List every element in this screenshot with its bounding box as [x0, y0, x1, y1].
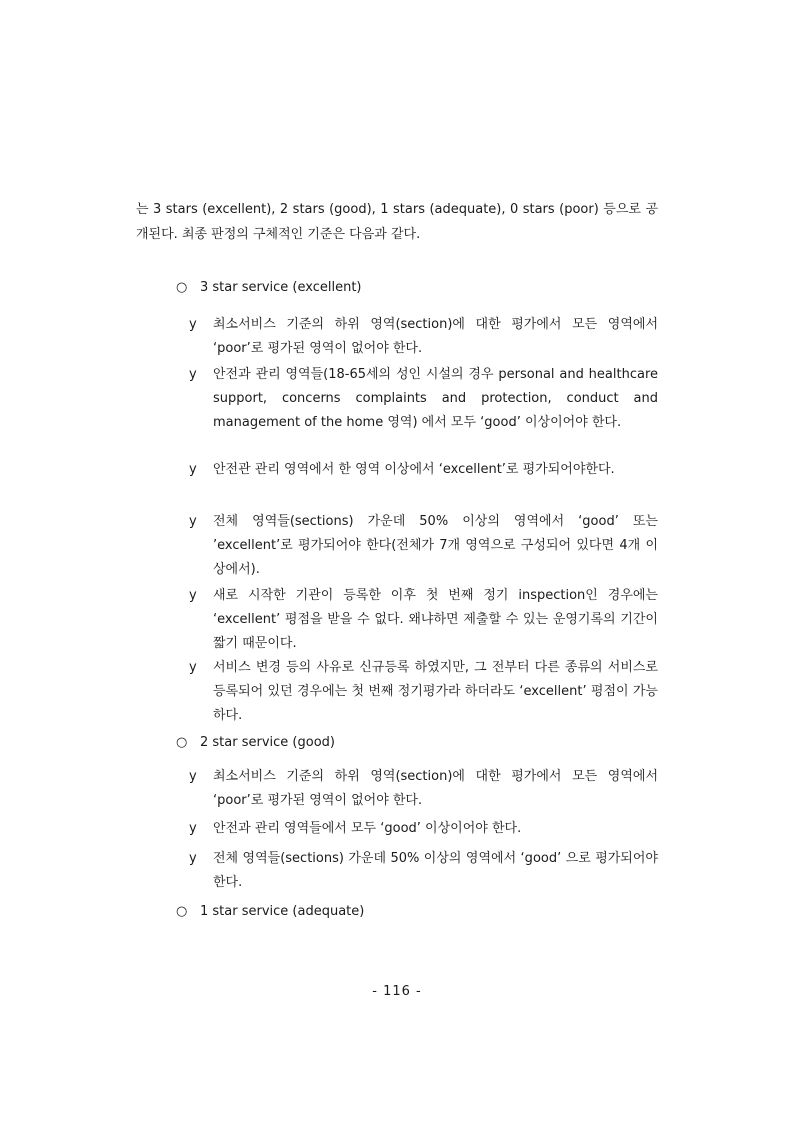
sub-bullet-icon: y [189, 514, 197, 529]
list-item-text: 최소서비스 기준의 하위 영역(section)에 대한 평가에서 모든 영역에서 ‘poor’로 평가된 영역이 없어야 한다. [213, 769, 658, 808]
circle-bullet-icon: ○ [176, 904, 188, 919]
sub-bullet-icon: y [189, 317, 197, 332]
section-heading-good [176, 733, 658, 753]
section-heading-excellent [176, 278, 658, 298]
list-item [189, 584, 658, 656]
list-item [189, 458, 658, 482]
list-item [189, 847, 658, 895]
sub-bullet-icon: y [189, 821, 197, 836]
sub-bullet-icon: y [189, 851, 197, 866]
list-item-text: 서비스 변경 등의 사유로 신규등록 하였지만, 그 전부터 다른 종류의 서비스로 등록되어 있던 경우에는 첫 번째 정기평가라 하더라도 ‘excellent’ 평점이 가능하다. [213, 660, 658, 723]
section-title: 2 star service (good) [200, 735, 335, 750]
sub-bullet-icon: y [189, 462, 197, 477]
circle-bullet-icon: ○ [176, 280, 188, 295]
section-heading-adequate [176, 902, 658, 922]
list-item-text: 최소서비스 기준의 하위 영역(section)에 대한 평가에서 모든 영역에서 ‘poor’로 평가된 영역이 없어야 한다. [213, 317, 658, 356]
sub-bullet-icon: y [189, 367, 197, 382]
sub-bullet-icon: y [189, 660, 197, 675]
list-item [189, 363, 658, 435]
list-item [189, 817, 658, 841]
list-item-text: 전체 영역들(sections) 가운데 50% 이상의 영역에서 ‘good’ 또는 ’excellent’로 평가되어야 한다(전체가 7개 영역으로 구성되어 있다면 4개 이상에서). [213, 514, 658, 577]
sub-bullet-icon: y [189, 769, 197, 784]
section-title: 3 star service (excellent) [200, 280, 362, 295]
page-number: - 116 - [372, 984, 422, 999]
list-item [189, 765, 658, 813]
section-title: 1 star service (adequate) [200, 904, 365, 919]
list-item [189, 313, 658, 361]
circle-bullet-icon: ○ [176, 735, 188, 750]
list-item-text: 전체 영역들(sections) 가운데 50% 이상의 영역에서 ‘good’ 으로 평가되어야 한다. [213, 851, 658, 890]
list-item [189, 510, 658, 582]
list-item-text: 안전과 관리 영역들에서 모두 ‘good’ 이상이어야 한다. [213, 821, 522, 836]
sub-bullet-icon: y [189, 588, 197, 603]
list-item-text: 안전과 관리 영역들(18-65세의 성인 시설의 경우 personal and healthcare support, concerns complaints and protection, conduct and management of the home 영역) 에서 모두 ‘good’ 이상이어야 한다. [213, 367, 658, 430]
list-item [189, 656, 658, 728]
list-item-text: 안전관 관리 영역에서 한 영역 이상에서 ‘excellent’로 평가되어야한다. [213, 462, 615, 477]
intro-paragraph: 는 3 stars (excellent), 2 stars (good), 1 stars (adequate), 0 stars (poor) 등으로 공개된다. 최종 판정의 구체적인 기준은 다음과 같다. [136, 202, 658, 242]
list-item-text: 새로 시작한 기관이 등록한 이후 첫 번째 정기 inspection인 경우에는 ‘excellent’ 평점을 받을 수 없다. 왜냐하면 제출할 수 있는 운영기록의 기간이 짧기 때문이다. [213, 588, 658, 651]
